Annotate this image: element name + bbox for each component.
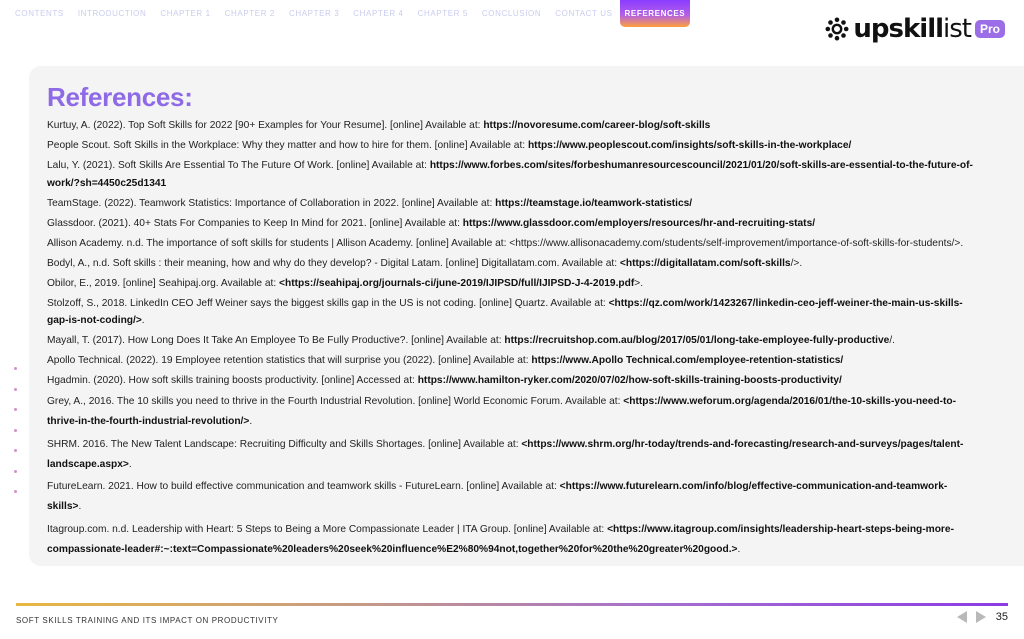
reference-link[interactable]: https://www.Apollo Technical.com/employee-retention-statistics/ [531, 355, 844, 366]
reference-tail: . [128, 458, 132, 470]
reference-item [47, 235, 977, 253]
top-nav [8, 0, 690, 27]
page-title: References: [47, 82, 193, 112]
reference-tail: />. [790, 257, 803, 269]
reference-text: Grey, A., 2016. The 10 skills you need to thrive in the Fourth Industrial Revolution. [online] World Economic Forum. Available at: [47, 396, 624, 407]
reference-text: Lalu, Y. (2021). Soft Skills Are Essential To The Future Of Work. [online] Available at: [47, 160, 430, 171]
reference-tail: . [78, 501, 82, 512]
reference-link[interactable]: https://www.glassdoor.com/employers/resources/hr-and-recruiting-stats/ [462, 217, 816, 229]
reference-item [47, 275, 977, 293]
brand-logo [825, 14, 1005, 44]
reference-item [47, 372, 977, 390]
reference-text: Hgadmin. (2020). How soft skills training boosts productivity. [online] Accessed at: [47, 375, 418, 386]
reference-text: Allison Academy. n.d. The importance of soft skills for students | Allison Academy. [online] Available at: <https://www.allisonacademy.com/students/self-improvement/importance-of-soft-skills-for-students/>. [47, 237, 964, 249]
tab-chapter-2[interactable]: CHAPTER 2 [224, 9, 275, 18]
reference-text: Obilor, E., 2019. [online] Seahipaj.org. Available at: [47, 277, 280, 289]
reference-link[interactable]: <https://digitallatam.com/soft-skills [619, 257, 791, 269]
reference-link[interactable]: https://www.peoplescout.com/insights/soft-skills-in-the-workplace/ [527, 140, 852, 151]
bullet-dot [14, 449, 17, 452]
reference-item [47, 332, 977, 350]
tab-introduction[interactable]: INTRODUCTION [77, 9, 147, 18]
reference-link[interactable]: <https://seahipaj.org/journals-ci/june-2019/IJIPSD/full/IJIPSD-J-4-2019.pdf [279, 277, 635, 289]
reference-link[interactable]: https://teamstage.io/teamwork-statistics/ [495, 197, 693, 209]
reference-text: Apollo Technical. (2022). 19 Employee retention statistics that will surprise you (2022). [online] Available at: [47, 355, 532, 366]
reference-item [47, 255, 977, 273]
reference-text: Mayall, T. (2017). How Long Does It Take An Employee To Be Fully Productive?. [online] Available at: [47, 335, 505, 346]
reference-item [47, 215, 977, 233]
reference-item [47, 520, 977, 560]
reference-text: FutureLearn. 2021. How to build effective communication and teamwork skills - FutureLearn. [online] Available at: [47, 481, 560, 492]
page-number: 35 [995, 611, 1008, 623]
reference-link[interactable]: <https://www.itagroup.com/insights/leadership-heart-steps-being-more-compassionate-leader#:~:text=Compassionate%20leaders%20seek%20influence%E2%80%94not,together%20for%20the%20greater%20good.> [47, 523, 954, 555]
footer-divider [16, 603, 1008, 606]
pager [957, 611, 1008, 623]
tab-chapter-3[interactable]: CHAPTER 3 [288, 9, 340, 18]
reference-link[interactable]: <https://www.futurelearn.com/info/blog/effective-communication-and-teamwork-skills> [47, 481, 948, 512]
brand-name [853, 16, 971, 42]
tab-contact-us[interactable]: CONTACT US [555, 9, 613, 18]
reference-tail: . [141, 315, 145, 326]
bullet-dot [14, 470, 17, 473]
margin-bullets [14, 367, 17, 511]
reference-text: Glassdoor. (2021). 40+ Stats For Companies to Keep In Mind for 2021. [online] Available at: [47, 217, 463, 229]
reference-link[interactable]: <https://www.shrm.org/hr-today/trends-and-forecasting/research-and-surveys/pages/talent-landscape.aspx> [47, 438, 964, 470]
reference-tail: . [737, 543, 741, 555]
reference-link[interactable]: <https://www.weforum.org/agenda/2016/01/the-10-skills-you-need-to-thrive-in-the-fourth-industrial-revolution/> [47, 396, 957, 427]
bullet-dot [14, 388, 17, 391]
reference-item [47, 352, 977, 370]
reference-item [47, 295, 977, 330]
reference-text: Stolzoff, S., 2018. LinkedIn CEO Jeff Weiner says the biggest skills gap in the US is not coding. [online] Quartz. Available at: [47, 297, 609, 309]
gear-flower-logo-icon [825, 17, 849, 41]
references-list [47, 117, 977, 562]
brand-name-bold: upskill [853, 14, 944, 44]
reference-item [47, 117, 977, 135]
reference-item [47, 435, 977, 475]
tab-references[interactable]: REFERENCES [620, 0, 691, 27]
bullet-dot [14, 490, 17, 493]
tab-chapter-1[interactable]: CHAPTER 1 [160, 9, 211, 18]
tab-contents[interactable]: CONTENTS [15, 9, 64, 18]
bullet-dot [14, 429, 17, 432]
reference-text: Kurtuy, A. (2022). Top Soft Skills for 2022 [90+ Examples for Your Resume]. [online] Available at: [47, 120, 484, 131]
reference-text: Bodyl, A., n.d. Soft skills : their meaning, how and why do they develop? - Digital Latam. [online] Digitallatam.com. Available at: [47, 257, 620, 269]
reference-link[interactable]: https://www.hamilton-ryker.com/2020/07/02/how-soft-skills-training-boosts-productivity/ [417, 375, 842, 386]
reference-tail: /. [889, 335, 895, 346]
tab-conclusion[interactable]: CONCLUSION [481, 9, 542, 18]
pro-badge: Pro [975, 20, 1005, 38]
reference-tail: >. [634, 277, 644, 289]
tab-chapter-4[interactable]: CHAPTER 4 [353, 9, 404, 18]
triangle-right-icon[interactable] [976, 611, 986, 623]
footer-title: SOFT SKILLS TRAINING AND ITS IMPACT ON PRODUCTIVITY [16, 616, 279, 625]
reference-link[interactable]: https://novoresume.com/career-blog/soft-skills [483, 120, 711, 131]
reference-item [47, 392, 977, 432]
reference-text: People Scout. Soft Skills in the Workplace: Why they matter and how to hire for them. [online] Available at: [47, 140, 528, 151]
reference-item [47, 157, 977, 192]
reference-text: SHRM. 2016. The New Talent Landscape: Recruiting Difficulty and Skills Shortages. [online] Available at: [47, 438, 522, 450]
reference-link[interactable]: <https://qz.com/work/1423267/linkedin-ceo-jeff-weiner-the-main-us-skills-gap-is-not-coding/> [47, 297, 963, 326]
reference-tail: . [249, 416, 253, 427]
reference-text: TeamStage. (2022). Teamwork Statistics: Importance of Collaboration in 2022. [online] Available at: [47, 197, 496, 209]
reference-item [47, 137, 977, 155]
brand-name-light: ist [943, 14, 971, 44]
reference-link[interactable]: https://recruitshop.com.au/blog/2017/05/01/long-take-employee-fully-productive [504, 335, 890, 346]
reference-item [47, 477, 977, 517]
bullet-dot [14, 408, 17, 411]
bullet-dot [14, 367, 17, 370]
triangle-left-icon[interactable] [957, 611, 967, 623]
reference-link[interactable]: https://www.forbes.com/sites/forbeshumanresourcescouncil/2021/01/20/soft-skills-are-essential-to-the-future-of-work/?sh=4450c25d1341 [47, 160, 973, 189]
reference-text: Itagroup.com. n.d. Leadership with Heart: 5 Steps to Being a More Compassionate Leader | ITA Group. [online] Available at: [47, 523, 608, 535]
reference-item [47, 195, 977, 213]
tab-chapter-5[interactable]: CHAPTER 5 [417, 9, 468, 18]
